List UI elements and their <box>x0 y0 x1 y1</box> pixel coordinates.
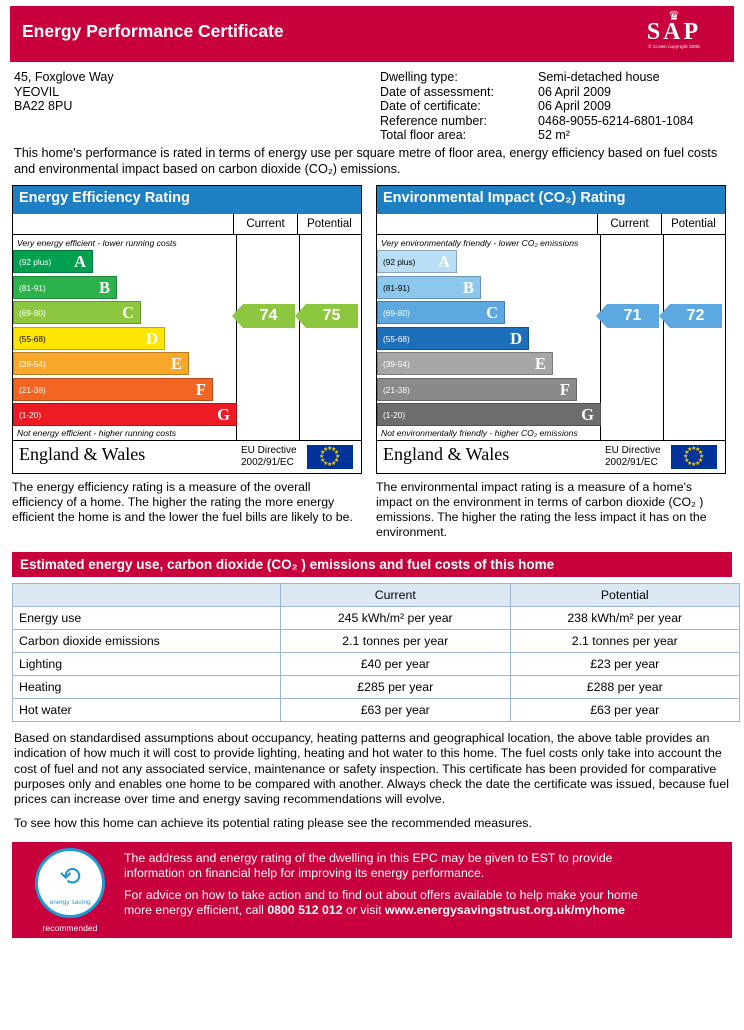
rating-band <box>13 403 361 427</box>
chart-body <box>13 235 361 440</box>
eu-star: ★ <box>687 447 693 454</box>
column-potential: Potential <box>307 218 352 230</box>
detail-value: Semi-detached house <box>538 70 660 84</box>
arrow-point <box>596 304 607 328</box>
column-potential: Potential <box>671 218 716 230</box>
page-header <box>10 6 734 62</box>
rating-band-bar <box>13 250 93 273</box>
chart-note-top: Very energy efficient - lower running costs <box>17 238 177 248</box>
eu-star: ★ <box>695 460 701 467</box>
eu-directive <box>241 445 297 468</box>
rating-band-bar <box>377 352 553 375</box>
band-letter: E <box>534 354 546 373</box>
eu-star: ★ <box>684 450 690 456</box>
footer-line: For advice on how to take action and to find out about offers available to help make your home <box>124 888 638 903</box>
arrow-point <box>232 304 243 328</box>
row-potential: £288 per year <box>510 676 740 699</box>
eu-star: ★ <box>687 460 693 467</box>
est-logo-title: energy saving <box>49 898 91 906</box>
detail-row <box>380 99 694 114</box>
chart-note-top: Very environmentally friendly - lower CO₂ emissions <box>381 238 579 248</box>
band-letter: A <box>74 252 86 271</box>
chart-body <box>377 235 725 440</box>
eu-star: ★ <box>684 458 690 464</box>
recommendation-paragraph: To see how this home can achieve its potential rating please see the recommended measures. <box>14 816 532 831</box>
detail-label: Date of assessment: <box>380 84 494 99</box>
table-row <box>13 607 740 630</box>
est-phone-number: 0800 512 012 <box>267 903 343 918</box>
est-footer <box>12 842 732 944</box>
eu-star: ★ <box>697 458 704 464</box>
col-blank <box>13 584 281 607</box>
rating-band-bar <box>13 276 117 299</box>
footer-text <box>124 851 740 919</box>
chart-header-spacer <box>377 214 598 234</box>
band-letter: A <box>438 252 450 271</box>
rating-band <box>13 250 361 274</box>
eu-star: ★ <box>323 460 329 467</box>
eu-star: ★ <box>331 460 337 467</box>
energy-efficiency-caption: The energy efficiency rating is a measure of the overall efficiency of a home. The higher the rating the more energy efficient the home is and the lower the fuel bills are likely to be. <box>12 480 353 524</box>
band-letter: G <box>581 405 594 424</box>
chart-captions <box>12 480 732 540</box>
detail-value: 52 m² <box>538 128 570 142</box>
assumptions-paragraph: Based on standardised assumptions about occupancy, heating patterns and geographical location, the above table provides an indication of how much it will cost to provide lighting, heating and hot water to this home. The fuel costs only take into account the cost of fuel and not any associated service, maintenance or safety inspection. This certificate has been provided for comparative purposes only and enables one home to be compared with another. Always check the date the certificate was issued, because fuel prices can increase over time and energy saving recommendations will evolve. <box>14 731 729 807</box>
column-current: Current <box>598 214 662 234</box>
address-line: BA22 8PU <box>14 99 73 113</box>
detail-row <box>380 114 694 129</box>
detail-value: 06 April 2009 <box>538 99 611 113</box>
rating-arrow: 72 <box>670 304 722 328</box>
row-current: £40 per year <box>281 653 511 676</box>
detail-label: Total floor area: <box>380 128 467 142</box>
rating-band-bar <box>13 378 213 401</box>
rating-band <box>377 403 725 427</box>
rating-band <box>13 352 361 376</box>
row-potential: £63 per year <box>510 699 740 722</box>
band-range-label: (92 plus) <box>383 257 416 267</box>
detail-value: 06 April 2009 <box>538 84 611 99</box>
arrow-point <box>295 304 306 328</box>
footer-line: information on financial help for improving its energy performance. <box>124 865 485 880</box>
band-range-label: (1-20) <box>19 410 42 420</box>
rating-band-bar <box>377 301 505 324</box>
eu-star: ★ <box>327 462 333 468</box>
band-letter: E <box>170 354 182 373</box>
band-list <box>377 250 725 427</box>
eu-directive-line: 2002/91/EC <box>241 456 294 468</box>
eu-star: ★ <box>333 450 340 456</box>
rating-band-bar <box>377 403 601 426</box>
region-label: England & Wales <box>383 444 510 464</box>
table-header-row <box>13 584 740 607</box>
eu-star: ★ <box>697 450 704 456</box>
row-current: 245 kWh/m² per year <box>281 607 511 630</box>
rating-band <box>377 352 725 376</box>
epc-page <box>0 6 744 1030</box>
chart-footer <box>377 440 725 473</box>
band-range-label: (39-54) <box>383 359 410 369</box>
sap-logo <box>628 10 720 60</box>
band-range-label: (55-68) <box>383 333 410 344</box>
eu-directive-line: EU Directive <box>605 445 661 456</box>
arrow-point <box>659 304 670 328</box>
page-title: Energy Performance Certificate <box>22 21 284 41</box>
est-recommended-label: recommended <box>40 923 101 933</box>
row-potential: 2.1 tonnes per year <box>510 630 740 653</box>
footer-line: The address and energy rating of the dwelling in this EPC may be given to EST to provide <box>124 850 613 865</box>
row-potential: £23 per year <box>510 653 740 676</box>
chart-note-bottom: Not energy efficient - higher running costs <box>17 428 177 438</box>
swirl-icon: ⟲ <box>59 860 81 891</box>
column-current: Current <box>234 214 298 234</box>
eu-directive-line: 2002/91/EC <box>605 456 658 468</box>
eu-star: ★ <box>323 447 329 454</box>
rating-band <box>377 327 725 351</box>
table-row <box>13 630 740 653</box>
detail-label: Date of certificate: <box>380 99 481 113</box>
eu-star: ★ <box>683 454 689 460</box>
rating-band <box>377 276 725 300</box>
rating-band-bar <box>13 352 189 375</box>
estimated-heading: Estimated energy use, carbon dioxide (CO₂ ) emissions and fuel costs of this home <box>12 552 732 577</box>
rating-band-bar <box>377 378 577 401</box>
region-label: England & Wales <box>19 444 146 464</box>
table-row <box>13 653 740 676</box>
eu-star: ★ <box>319 454 325 460</box>
eu-star: ★ <box>335 454 341 460</box>
potential-rating-marker <box>300 304 363 328</box>
band-range-label: (21-38) <box>19 384 46 395</box>
footer-line-with-contacts <box>124 903 740 918</box>
band-range-label: (81-91) <box>383 282 410 293</box>
sap-copyright: © Crown copyright 2005 <box>648 44 700 49</box>
eu-star: ★ <box>691 462 697 468</box>
band-range-label: (69-80) <box>19 308 46 318</box>
row-label: Energy use <box>13 607 281 630</box>
rating-band-bar <box>13 403 237 426</box>
row-label: Heating <box>13 676 281 699</box>
est-certmark-label: Certification mark <box>48 937 92 944</box>
rating-charts <box>12 185 732 474</box>
row-current: 2.1 tonnes per year <box>281 630 511 653</box>
row-label: Carbon dioxide emissions <box>13 630 281 653</box>
eu-star: ★ <box>320 450 326 456</box>
band-letter: D <box>146 328 158 348</box>
intro-text: This home's performance is rated in terms of energy use per square metre of floor area, energy efficiency based on fuel costs and environmental impact based on carbon dioxide (CO₂) emissions. <box>14 146 718 176</box>
chart-column-headers <box>377 214 725 235</box>
rating-band <box>13 378 361 402</box>
col-potential: Potential <box>510 584 740 607</box>
band-range-label: (81-91) <box>19 282 46 293</box>
property-details <box>10 70 734 144</box>
band-range-label: (39-54) <box>19 359 46 369</box>
rating-band <box>377 378 725 402</box>
col-current: Current <box>281 584 511 607</box>
rating-arrow: 74 <box>243 304 295 328</box>
footer-line-text: more energy efficient, call <box>124 903 264 918</box>
rating-band-bar <box>377 276 481 299</box>
eu-directive-line: EU Directive <box>241 445 297 456</box>
rating-band-bar <box>377 250 457 273</box>
row-label: Lighting <box>13 653 281 676</box>
band-list <box>13 250 361 427</box>
rating-band <box>13 327 361 351</box>
energy-efficiency-chart <box>12 185 362 474</box>
eu-star: ★ <box>699 454 705 460</box>
eu-directive <box>605 445 661 468</box>
detail-row <box>380 128 694 143</box>
row-current: £285 per year <box>281 676 511 699</box>
band-letter: B <box>98 277 110 297</box>
row-label: Hot water <box>13 699 281 722</box>
energy-saving-trust-logo <box>22 848 118 944</box>
rating-band <box>13 276 361 300</box>
row-potential: 238 kWh/m² per year <box>510 607 740 630</box>
band-letter: C <box>486 303 498 322</box>
eu-flag-icon <box>307 445 353 469</box>
environmental-impact-caption: The environmental impact rating is a measure of a home's impact on the environment in terms of carbon dioxide (CO₂ ) emissions. The higher the rating the less impact it has on the environment. <box>376 480 707 539</box>
band-letter: F <box>559 379 570 399</box>
detail-value: 0468-9055-6214-6801-1084 <box>538 113 694 128</box>
potential-rating-marker <box>664 304 727 328</box>
band-range-label: (55-68) <box>19 333 46 344</box>
chart-title: Environmental Impact (CO₂) Rating <box>377 186 725 214</box>
footer-line-text: or visit <box>345 903 382 918</box>
eu-star: ★ <box>320 458 326 464</box>
eu-star: ★ <box>691 446 697 452</box>
table-row <box>13 676 740 699</box>
detail-label: Reference number: <box>380 113 488 128</box>
table-row <box>13 699 740 722</box>
rating-arrow: 75 <box>306 304 358 328</box>
detail-row <box>380 70 694 85</box>
chart-column-headers <box>13 214 361 235</box>
property-address <box>14 70 114 114</box>
current-rating-marker <box>601 304 664 328</box>
chart-footer <box>13 440 361 473</box>
rating-band-bar <box>13 327 165 350</box>
rating-band-bar <box>13 301 141 324</box>
chart-note-bottom: Not environmentally friendly - higher CO₂ emissions <box>381 428 578 438</box>
eu-star: ★ <box>327 446 333 452</box>
dwelling-fields <box>380 70 694 143</box>
eu-star: ★ <box>695 447 701 454</box>
crown-icon: ♛ <box>668 8 680 23</box>
detail-row <box>380 85 694 100</box>
est-circle-icon <box>35 848 105 918</box>
sap-logo-text: SAP <box>646 19 702 45</box>
row-current: £63 per year <box>281 699 511 722</box>
band-letter: F <box>195 379 206 399</box>
rating-arrow: 71 <box>607 304 659 328</box>
current-rating-marker <box>237 304 300 328</box>
address-line: YEOVIL <box>14 84 60 99</box>
eu-star: ★ <box>333 458 340 464</box>
est-website-link[interactable]: www.energysavingstrust.org.uk/myhome <box>384 903 625 918</box>
band-letter: G <box>217 405 230 424</box>
estimated-table <box>12 583 740 722</box>
chart-title: Energy Efficiency Rating <box>13 186 361 214</box>
environmental-impact-chart <box>376 185 726 474</box>
rating-band-bar <box>377 327 529 350</box>
band-letter: D <box>510 328 522 348</box>
band-range-label: (21-38) <box>383 384 410 395</box>
detail-label: Dwelling type: <box>380 70 458 84</box>
band-letter: B <box>462 277 474 297</box>
band-range-label: (92 plus) <box>19 257 52 267</box>
rating-band <box>377 250 725 274</box>
eu-flag-icon <box>671 445 717 469</box>
band-range-label: (1-20) <box>383 410 406 420</box>
band-letter: C <box>122 303 134 322</box>
chart-header-spacer <box>13 214 234 234</box>
eu-star: ★ <box>331 447 337 454</box>
band-range-label: (69-80) <box>383 308 410 318</box>
address-line: 45, Foxglove Way <box>14 70 114 84</box>
